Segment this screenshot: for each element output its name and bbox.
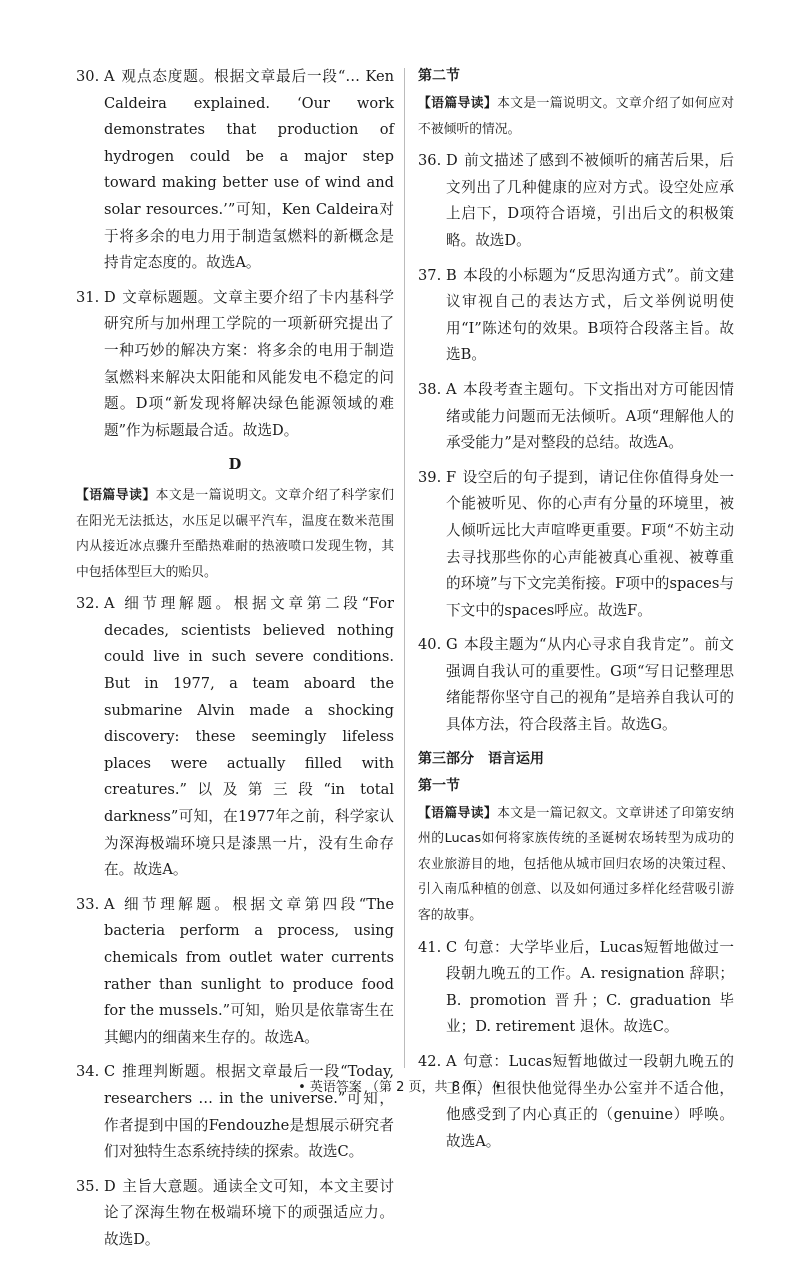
question-number: 34.	[76, 1063, 100, 1081]
question-number: 36.	[418, 152, 442, 170]
guide-tag: 【语篇导读】	[418, 805, 498, 821]
answer-letter: A	[104, 895, 115, 913]
question-number: 37.	[418, 266, 442, 284]
explanation-text: 句意：大学毕业后，Lucas短暂地做过一段朝九晚五的工作。A. resignation 辞职；B. promotion 晋升；C. graduation 毕业；D. retirement 退休。故选C。	[446, 938, 734, 1036]
left-items-group-a	[76, 64, 394, 444]
answer-item	[418, 632, 734, 738]
part3-subtitle: 语言运用	[488, 750, 544, 767]
question-number: 41.	[418, 938, 442, 956]
right-column	[418, 64, 734, 1163]
answer-letter: D	[104, 288, 116, 306]
answer-item	[418, 263, 734, 369]
section-letter-d: D	[228, 456, 242, 474]
answer-letter: C	[104, 1063, 116, 1081]
answer-item	[76, 285, 394, 445]
answer-letter: A	[104, 68, 115, 85]
explanation-text: 细节理解题。根据文章第四段“The bacteria perform a process, using chemicals from outlet water currents rather than sunlight to produce food for the mussels.”可知，贻贝是依靠寄生在其鳃内的细菌来生存的。故选A。	[104, 895, 394, 1046]
reading-guide-section2	[418, 91, 734, 142]
explanation-text: 设空后的句子提到，请记住你值得身处一个能被听见、你的心声有分量的环境里，被人倾听远比大声喧哗更重要。F项“不妨主动去寻找那些你的心声能被真心重视、被尊重的环境”与下文完美衔接。F项中的spaces与下文中的spaces呼应。故选F。	[446, 468, 734, 619]
right-items-group-a	[418, 148, 734, 738]
explanation-text: 本段考查主题句。下文指出对方可能因情绪或能力问题而无法倾听。A项“理解他人的承受能力”是对整段的总结。故选A。	[446, 380, 734, 452]
answer-item	[76, 892, 394, 1052]
explanation-text: 细节理解题。根据文章第二段“For decades, scientists believed nothing could live in such severe conditions. But in 1977, a team aboard the submarine Alvin made a shocking discovery: these seemingly lifeless places were actually filled with creatures.”以及第三段“in total darkness”可知，在1977年之前，科学家认为深海极端环境只是漆黑一片，没有生命存在。故选A。	[104, 595, 394, 879]
question-number: 30.	[76, 68, 100, 85]
left-items-group-b	[76, 591, 394, 1253]
guide-text: 本文是一篇说明文。文章介绍了科学家们在阳光无法抵达，水压足以碾平汽车，温度在数米范围内从接近冰点骤升至酷热难耐的热液喷口发现生物，其中包括体型巨大的贻贝。	[76, 487, 395, 580]
answer-letter: D	[104, 1177, 116, 1195]
section2-title: 第二节	[418, 68, 460, 84]
answer-item	[418, 1049, 734, 1155]
answer-item	[76, 64, 394, 277]
explanation-text: 本段的小标题为“反思沟通方式”。前文建议审视自己的表达方式，后文举例说明使用“I”陈述句的效果。B项符合段落主旨。故选B。	[446, 266, 734, 364]
explanation-text: 主旨大意题。通读全文可知，本文主要讨论了深海生物在极端环境下的顽强适应力。故选D。	[104, 1177, 394, 1248]
answer-letter: F	[446, 468, 457, 486]
page-footer: • 英语答案 （第 2 页，共 8 页） •	[298, 1080, 502, 1095]
explanation-text: 推理判断题。根据文章最后一段“Today, researchers … in the universe.”可知，作者提到中国的Fendouzhe是想展示研究者们对独特生态系统持续的探索。故选C。	[104, 1063, 394, 1161]
reading-guide-d	[76, 483, 394, 585]
question-number: 40.	[418, 636, 442, 654]
answer-item	[418, 148, 734, 254]
question-number: 35.	[76, 1177, 100, 1195]
question-number: 42.	[418, 1053, 442, 1070]
answer-letter: D	[446, 152, 458, 170]
question-number: 32.	[76, 595, 100, 613]
explanation-text: 观点态度题。根据文章最后一段“… Ken Caldeira explained. ‘Our work demonstrates that production of hydrogen could be a major step toward making better use of wind and solar resources.’”可知，Ken Caldeira对于将多余的电力用于制造氢燃料的新概念是持肯定态度的。故选A。	[104, 68, 394, 272]
question-number: 39.	[418, 468, 442, 486]
explanation-text: 文章标题题。文章主要介绍了卡内基科学研究所与加州理工学院的一项新研究提出了一种巧妙的解决方案：将多余的电用于制造氢燃料来解决太阳能和风能发电不稳定的问题。D项“新发现将解决绿色能源领域的难题”作为标题最合适。故选D。	[104, 288, 394, 439]
answer-letter: B	[446, 266, 457, 284]
answer-letter: A	[446, 1053, 457, 1070]
explanation-text: 句意：Lucas短暂地做过一段朝九晚五的工作，但很快他觉得坐办公室并不适合他，他感受到了内心真正的（genuine）呼唤。故选A。	[446, 1053, 734, 1150]
question-number: 38.	[418, 380, 442, 398]
column-divider	[404, 68, 405, 1068]
right-items-group-b	[418, 935, 734, 1156]
section1-title: 第一节	[418, 777, 460, 794]
guide-tag: 【语篇导读】	[418, 96, 498, 111]
part3-heading	[418, 747, 734, 772]
explanation-text: 前文描述了感到不被倾听的痛苦后果，后文列出了几种健康的应对方式。设空处应承上启下，D项符合语境，引出后文的积极策略。故选D。	[446, 152, 734, 249]
question-number: 31.	[76, 288, 100, 306]
answer-item	[76, 591, 394, 884]
answer-letter: G	[446, 636, 458, 654]
answer-item	[418, 377, 734, 457]
explanation-text: 本段主题为“从内心寻求自我肯定”。前文强调自我认可的重要性。G项“写日记整理思绪能帮你坚守自己的视角”是培养自我认可的具体方法，符合段落主旨。故选G。	[446, 636, 734, 734]
answer-letter: C	[446, 938, 458, 956]
guide-text: 本文是一篇说明文。文章介绍了如何应对不被倾听的情况。	[418, 96, 735, 137]
guide-tag: 【语篇导读】	[76, 487, 156, 503]
guide-text: 本文是一篇记叙文。文章讲述了印第安纳州的Lucas如何将家族传统的圣诞树农场转型为成功的农业旅游目的地，包括他从城市回归农场的决策过程、引入南瓜种植的创意、以及如何通过多样化经营吸引游客的故事。	[418, 805, 735, 924]
reading-guide-part3	[418, 801, 734, 929]
answer-letter: A	[104, 595, 115, 613]
answer-item	[418, 935, 734, 1041]
part3-title: 第三部分	[418, 750, 474, 767]
answer-item	[418, 465, 734, 625]
answer-item	[76, 1174, 394, 1254]
question-number: 33.	[76, 895, 100, 913]
answer-letter: A	[446, 380, 457, 398]
